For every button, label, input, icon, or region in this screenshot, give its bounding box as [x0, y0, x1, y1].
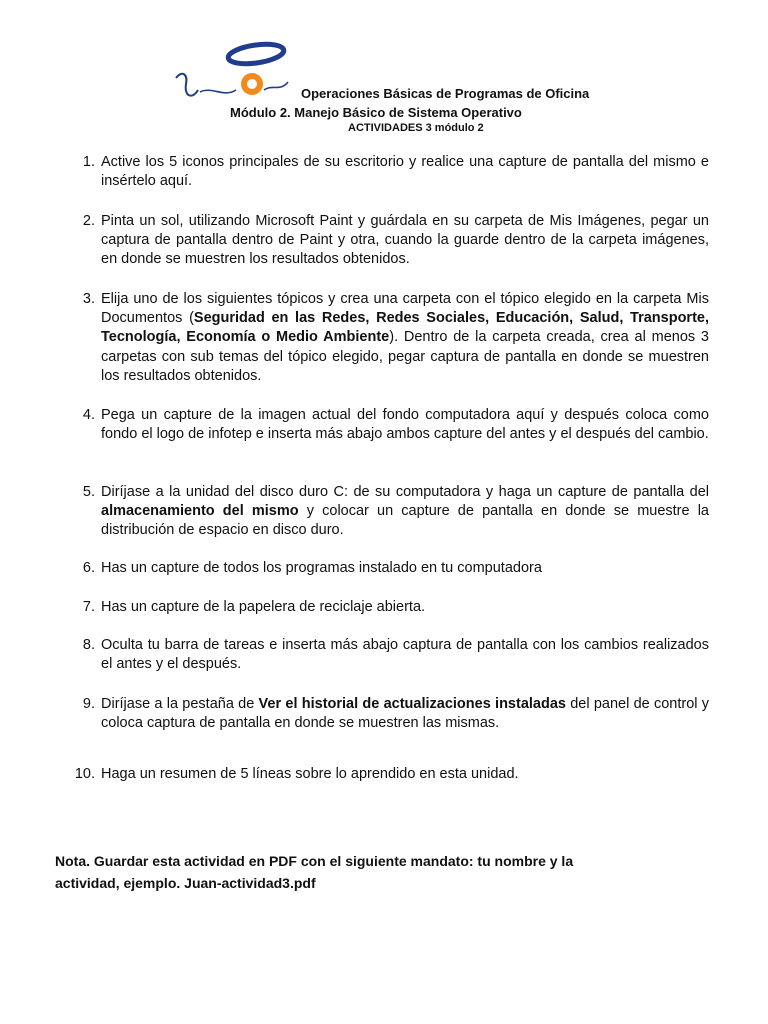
infotep-virtual-logo [172, 40, 292, 108]
activity-text-run: Has un capture de la papelera de reciclaje abierta. [101, 599, 426, 615]
activity-text-run: y colocar un capture de pantalla en donde se muestre la distribución de espacio en disco duro. [101, 503, 710, 539]
activity-text [101, 212, 709, 270]
activity-text [101, 483, 709, 541]
logo-script-v-stroke [176, 74, 198, 96]
submission-note [55, 850, 655, 894]
activity-text [101, 406, 709, 444]
activity-text [101, 598, 709, 617]
activity-number: 8. [82, 637, 95, 653]
note-line-1: Nota. Guardar esta actividad en PDF con el siguiente mandato: tu nombre y la [55, 853, 574, 869]
activity-text-run: Elija uno de los siguientes tópicos y crea una carpeta con el tópico elegido en la carpeta Mis Documentos ( [101, 291, 709, 327]
activity-number: 10. [74, 766, 95, 782]
activity-number: 6. [82, 560, 95, 576]
activity-text-run: del panel de control y coloca captura de pantalla en donde se muestren las mismas. [101, 696, 710, 732]
activity-number: 7. [82, 599, 95, 615]
logo-script-tail [264, 82, 288, 90]
activity-text-run: Haga un resumen de 5 líneas sobre lo aprendido en esta unidad. [101, 766, 519, 782]
activity-bold-text: Ver el historial de actualizaciones instaladas [258, 696, 566, 712]
activity-number: 3. [82, 291, 95, 307]
activity-text [101, 153, 709, 191]
activity-subtitle: ACTIVIDADES 3 módulo 2 [348, 122, 484, 134]
activity-text [101, 695, 709, 733]
note-line-2: actividad, ejemplo. Juan-actividad3.pdf [55, 875, 316, 891]
activity-text-run: Active los 5 iconos principales de su escritorio y realice una capture de pantalla del mismo e insértelo aquí. [101, 154, 709, 190]
activity-text-run: Has un capture de todos los programas instalado en tu computadora [101, 560, 542, 576]
activity-number: 4. [82, 407, 95, 423]
activity-text-run: Oculta tu barra de tareas e inserta más abajo captura de pantalla con los cambios realizados el antes y el después. [101, 637, 709, 673]
activity-text [101, 636, 709, 674]
activity-text-run: Diríjase a la unidad del disco duro C: de su computadora y haga un capture de pantalla del [101, 484, 709, 500]
activity-text-run: Diríjase a la pestaña de [101, 696, 259, 712]
activity-text [101, 765, 709, 784]
course-title: Operaciones Básicas de Programas de Oficina [301, 86, 590, 101]
activity-text-run: Pega un capture de la imagen actual del fondo computadora aquí y después coloca como fondo el logo de infotep e inserta más abajo ambos capture del antes y el después del cambio. [101, 407, 709, 443]
module-title: Módulo 2. Manejo Básico de Sistema Operativo [230, 105, 522, 120]
logo-at-inner [247, 79, 257, 89]
activity-number: 5. [82, 484, 95, 500]
activity-text [101, 559, 709, 578]
activity-number: 1. [82, 154, 95, 170]
activity-number: 2. [82, 213, 95, 229]
activity-text [101, 290, 709, 386]
activity-bold-text: Seguridad en las Redes, Redes Sociales, Educación, Salud, Transporte, Tecnología, Economía o Medio Ambiente [101, 310, 709, 346]
activity-number: 9. [82, 696, 95, 712]
activity-bold-text: almacenamiento del mismo [101, 503, 299, 520]
logo-swoosh-ring [227, 41, 285, 67]
activity-text-run: ). Dentro de la carpeta creada, crea al menos 3 carpetas con sub temas del tópico elegido, pegar captura de pantalla en donde se muestren los resultados obtenidos. [101, 329, 709, 384]
infotep-logo-graphic [172, 40, 292, 108]
activity-text-run: Pinta un sol, utilizando Microsoft Paint y guárdala en su carpeta de Mis Imágenes, pegar un captura de pantalla dentro de Paint y otra, cuando la guarde dentro de la carpeta imágenes, en donde se muestren los resultados obtenidos. [101, 213, 709, 268]
logo-script-stroke [200, 90, 236, 93]
